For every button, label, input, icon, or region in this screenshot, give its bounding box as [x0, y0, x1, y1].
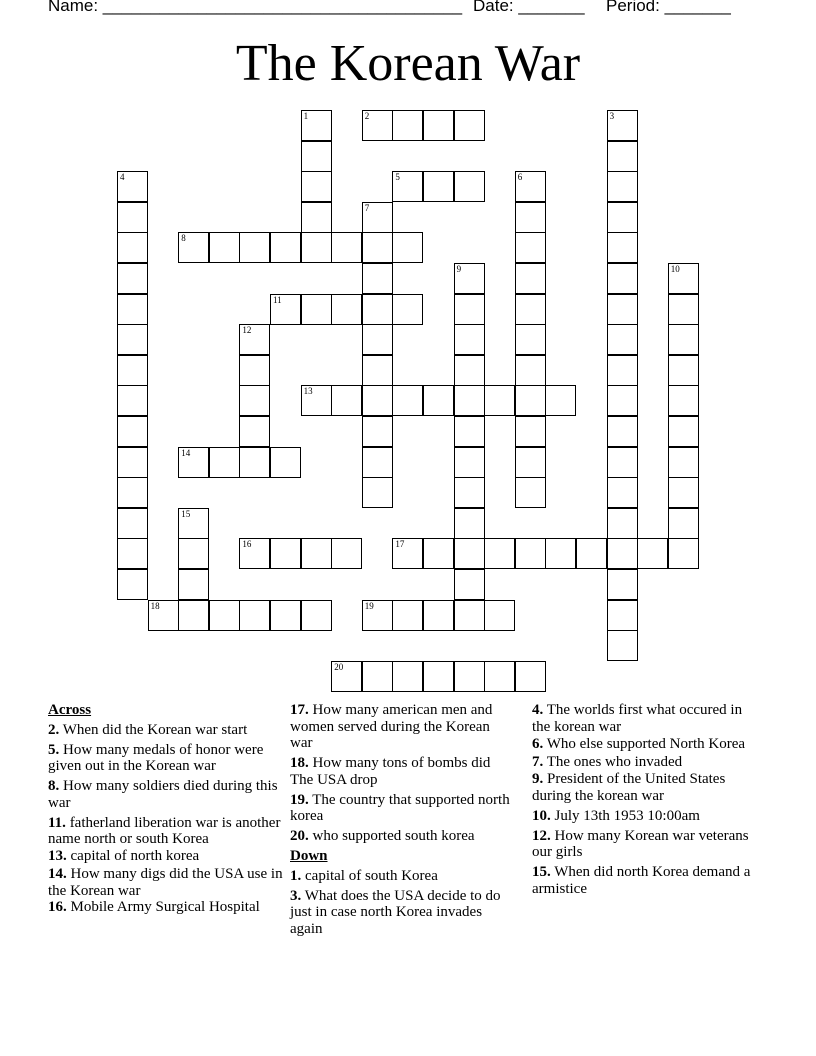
crossword-cell[interactable] [515, 447, 546, 478]
crossword-cell[interactable] [178, 538, 209, 569]
clue-text: When did the Korean war start [62, 721, 248, 738]
crossword-cell[interactable] [239, 538, 270, 569]
crossword-cell[interactable] [178, 232, 209, 263]
crossword-cell[interactable] [607, 385, 638, 416]
crossword-cell[interactable] [454, 110, 485, 141]
crossword-cell[interactable] [362, 447, 393, 478]
crossword-cell[interactable] [668, 355, 699, 386]
crossword-cell[interactable] [668, 385, 699, 416]
crossword-cell[interactable] [362, 202, 393, 233]
cell-number: 6 [517, 172, 523, 183]
clue-down-4 [532, 702, 754, 735]
date-field-label[interactable]: Date: _______ [473, 0, 585, 15]
clue-text: capital of south Korea [305, 867, 438, 884]
clue-across-19 [290, 792, 512, 825]
clue-number: 4. [532, 702, 544, 718]
crossword-cell[interactable] [117, 385, 148, 416]
clue-number: 17. [290, 702, 309, 718]
clue-number: 20. [290, 828, 309, 844]
crossword-cell[interactable] [392, 385, 423, 416]
crossword-cell[interactable] [301, 294, 332, 325]
crossword-cell[interactable] [545, 385, 576, 416]
across-heading: Across [48, 702, 92, 718]
crossword-cell[interactable] [607, 294, 638, 325]
crossword-cell[interactable] [454, 355, 485, 386]
crossword-cell[interactable] [607, 263, 638, 294]
crossword-cell[interactable] [362, 385, 393, 416]
crossword-cell[interactable] [148, 600, 179, 631]
cell-number: 18 [150, 600, 160, 611]
crossword-cell[interactable] [301, 141, 332, 172]
crossword-cell[interactable] [239, 447, 270, 478]
clue-text: capital of north korea [70, 847, 200, 864]
clue-number: 14. [48, 866, 67, 882]
crossword-cell[interactable] [484, 661, 515, 692]
crossword-cell[interactable] [668, 324, 699, 355]
cell-number: 9 [456, 264, 462, 274]
crossword-cell[interactable] [607, 141, 638, 172]
crossword-cell[interactable] [668, 508, 699, 539]
crossword-cell[interactable] [576, 538, 607, 569]
crossword-cell[interactable] [423, 538, 454, 569]
crossword-cell[interactable] [239, 355, 270, 386]
clue-down-10 [532, 808, 754, 825]
clue-across-17 [290, 702, 512, 752]
clue-down-6 [532, 736, 754, 753]
crossword-cell[interactable] [362, 294, 393, 325]
cell-number: 4 [120, 172, 125, 183]
clue-text: who supported south korea [312, 828, 475, 844]
crossword-cell[interactable] [392, 110, 423, 141]
crossword-cell[interactable] [454, 416, 485, 447]
clue-across-18 [290, 755, 512, 788]
crossword-cell[interactable] [239, 232, 270, 263]
crossword-cell[interactable] [454, 447, 485, 478]
clue-text: President of the United States during the korean war [532, 771, 726, 804]
cell-number: 3 [609, 111, 615, 121]
crossword-cell[interactable] [270, 538, 301, 569]
crossword-cell[interactable] [178, 600, 209, 631]
clue-number: 8. [48, 778, 60, 794]
crossword-cell[interactable] [515, 232, 546, 263]
clue-across-11 [48, 815, 284, 848]
crossword-cell[interactable] [117, 508, 148, 539]
clue-number: 10. [532, 807, 551, 824]
crossword-cell[interactable] [362, 324, 393, 355]
clue-number: 9. [532, 771, 544, 787]
cell-number: 2 [364, 111, 370, 121]
clue-across-5 [48, 742, 284, 775]
clue-text: How many Korean war veterans our girls [532, 827, 749, 860]
clue-text: How many digs did the USA use in the Korean war [48, 866, 283, 899]
clue-down-15 [532, 864, 754, 897]
crossword-cell[interactable] [178, 508, 209, 539]
crossword-cell[interactable] [270, 294, 301, 325]
crossword-cell[interactable] [178, 447, 209, 478]
crossword-cell[interactable] [454, 508, 485, 539]
crossword-cell[interactable] [668, 263, 699, 294]
crossword-cell[interactable] [392, 294, 423, 325]
crossword-cell[interactable] [454, 263, 485, 294]
clue-across-20 [290, 828, 512, 845]
crossword-cell[interactable] [392, 171, 423, 202]
cell-number: 8 [181, 233, 186, 244]
clue-across-16 [48, 899, 284, 916]
crossword-cell[interactable] [668, 538, 699, 569]
clue-number: 5. [48, 741, 60, 758]
clue-number: 12. [532, 827, 551, 844]
crossword-cell[interactable] [607, 171, 638, 202]
crossword-cell[interactable] [454, 294, 485, 325]
cell-number: 5 [395, 172, 400, 183]
crossword-cell[interactable] [392, 232, 423, 263]
clue-text: Who else supported North Korea [546, 736, 746, 752]
clue-number: 11. [48, 814, 66, 831]
crossword-cell[interactable] [301, 232, 332, 263]
crossword-cell[interactable] [362, 232, 393, 263]
clue-down-7 [532, 754, 754, 771]
clue-number: 13. [48, 847, 67, 864]
cell-number: 14 [181, 447, 191, 458]
cell-number: 10 [670, 264, 680, 274]
crossword-cell[interactable] [117, 324, 148, 355]
crossword-cell[interactable] [454, 385, 485, 416]
crossword-cell[interactable] [484, 538, 515, 569]
crossword-cell[interactable] [392, 538, 423, 569]
clue-across-2 [48, 722, 284, 739]
cell-number: 1 [303, 111, 309, 121]
clue-text: July 13th 1953 10:00am [554, 807, 700, 824]
clue-down-9 [532, 771, 754, 804]
clue-number: 15. [532, 864, 551, 880]
crossword-cell[interactable] [270, 447, 301, 478]
crossword-cell[interactable] [362, 355, 393, 386]
clue-down-12 [532, 828, 754, 861]
clue-across-8 [48, 778, 284, 811]
crossword-cell[interactable] [668, 447, 699, 478]
crossword-cell[interactable] [209, 447, 240, 478]
crossword-cell[interactable] [423, 171, 454, 202]
cell-number: 12 [242, 325, 252, 336]
crossword-cell[interactable] [515, 538, 546, 569]
crossword-cell[interactable] [362, 477, 393, 508]
clue-down-1 [290, 868, 512, 885]
crossword-cell[interactable] [301, 202, 332, 233]
crossword-cell[interactable] [423, 385, 454, 416]
clue-number: 19. [290, 791, 309, 808]
crossword-cell[interactable] [331, 385, 362, 416]
crossword-cell[interactable] [607, 355, 638, 386]
clue-across-14 [48, 866, 284, 899]
crossword-cell[interactable] [301, 110, 332, 141]
clue-text: Mobile Army Surgical Hospital [70, 899, 260, 915]
crossword-cell[interactable] [607, 600, 638, 631]
crossword-cell[interactable] [515, 355, 546, 386]
crossword-cell[interactable] [515, 477, 546, 508]
clue-text: The worlds first what occured in the korean war [532, 702, 743, 735]
crossword-cell[interactable] [454, 569, 485, 600]
period-field-label[interactable]: Period: _______ [606, 0, 731, 15]
clue-number: 3. [290, 887, 302, 904]
crossword-cell[interactable] [209, 232, 240, 263]
crossword-cell[interactable] [362, 110, 393, 141]
crossword-cell[interactable] [331, 232, 362, 263]
crossword-cell[interactable] [117, 202, 148, 233]
crossword-cell[interactable] [454, 324, 485, 355]
clue-text: How many american men and women served during the Korean war [290, 702, 493, 751]
clue-text: The ones who invaded [546, 753, 683, 770]
crossword-cell[interactable] [117, 477, 148, 508]
crossword-cell[interactable] [392, 661, 423, 692]
crossword-cell[interactable] [637, 538, 668, 569]
clue-number: 1. [290, 867, 302, 884]
crossword-cell[interactable] [515, 324, 546, 355]
clue-text: The country that supported north korea [290, 791, 510, 824]
cell-number: 15 [181, 508, 191, 519]
crossword-cell[interactable] [484, 385, 515, 416]
crossword-cell[interactable] [484, 600, 515, 631]
crossword-cell[interactable] [515, 202, 546, 233]
crossword-cell[interactable] [668, 477, 699, 508]
crossword-cell[interactable] [423, 661, 454, 692]
clue-text: fatherland liberation war is another name north or south Korea [48, 814, 281, 847]
crossword-cell[interactable] [117, 447, 148, 478]
crossword-cell[interactable] [607, 416, 638, 447]
crossword-cell[interactable] [607, 110, 638, 141]
clue-column-1 [48, 702, 284, 919]
crossword-cell[interactable] [301, 538, 332, 569]
crossword-cell[interactable] [454, 600, 485, 631]
crossword-cell[interactable] [607, 569, 638, 600]
crossword-cell[interactable] [362, 263, 393, 294]
crossword-cell[interactable] [117, 416, 148, 447]
cell-number: 19 [364, 600, 374, 611]
crossword-cell[interactable] [515, 385, 546, 416]
crossword-cell[interactable] [362, 416, 393, 447]
cell-number: 17 [395, 539, 405, 550]
crossword-cell[interactable] [454, 661, 485, 692]
name-field-label[interactable]: Name: ______________________________________ [48, 0, 463, 15]
clue-number: 7. [532, 753, 544, 770]
crossword-cell[interactable] [239, 324, 270, 355]
crossword-cell[interactable] [117, 355, 148, 386]
crossword-cell[interactable] [668, 294, 699, 325]
crossword-cell[interactable] [331, 294, 362, 325]
crossword-cell[interactable] [515, 263, 546, 294]
clue-column-2 [290, 702, 512, 941]
crossword-cell[interactable] [117, 538, 148, 569]
crossword-cell[interactable] [607, 538, 638, 569]
cell-number: 13 [303, 386, 313, 397]
crossword-cell[interactable] [515, 416, 546, 447]
crossword-cell[interactable] [331, 538, 362, 569]
crossword-cell[interactable] [607, 508, 638, 539]
crossword-cell[interactable] [270, 600, 301, 631]
clue-number: 18. [290, 755, 309, 771]
crossword-cell[interactable] [423, 600, 454, 631]
crossword-cell[interactable] [392, 600, 423, 631]
crossword-cell[interactable] [239, 385, 270, 416]
crossword-cell[interactable] [239, 600, 270, 631]
crossword-cell[interactable] [117, 232, 148, 263]
clue-text: What does the USA decide to do just in case north Korea invades again [290, 887, 501, 937]
crossword-cell[interactable] [117, 171, 148, 202]
crossword-cell[interactable] [607, 447, 638, 478]
clue-number: 2. [48, 721, 60, 738]
crossword-cell[interactable] [270, 232, 301, 263]
clue-number: 16. [48, 899, 67, 915]
crossword-cell[interactable] [607, 324, 638, 355]
clue-number: 6. [532, 736, 544, 752]
crossword-cell[interactable] [607, 232, 638, 263]
crossword-cell[interactable] [454, 477, 485, 508]
crossword-cell[interactable] [515, 294, 546, 325]
crossword-cell[interactable] [209, 600, 240, 631]
crossword-cell[interactable] [117, 294, 148, 325]
clue-text: How many soldiers died during this war [48, 778, 278, 811]
crossword-cell[interactable] [117, 569, 148, 600]
cell-number: 20 [334, 661, 344, 672]
crossword-cell[interactable] [362, 661, 393, 692]
crossword-cell[interactable] [515, 171, 546, 202]
crossword-cell[interactable] [331, 661, 362, 692]
cell-number: 11 [273, 294, 282, 305]
crossword-cell[interactable] [607, 630, 638, 661]
crossword-cell[interactable] [454, 171, 485, 202]
clue-text: How many tons of bombs did The USA drop [290, 755, 491, 788]
crossword-cell[interactable] [545, 538, 576, 569]
crossword-cell[interactable] [301, 171, 332, 202]
crossword-cell[interactable] [454, 538, 485, 569]
crossword-cell[interactable] [178, 569, 209, 600]
crossword-cell[interactable] [301, 385, 332, 416]
crossword-cell[interactable] [362, 600, 393, 631]
down-heading: Down [290, 848, 328, 864]
crossword-cell[interactable] [117, 263, 148, 294]
crossword-cell[interactable] [607, 477, 638, 508]
crossword-cell[interactable] [607, 202, 638, 233]
clue-across-13 [48, 848, 284, 865]
clue-column-3 [532, 702, 754, 901]
crossword-cell[interactable] [668, 416, 699, 447]
crossword-cell[interactable] [301, 600, 332, 631]
clue-text: How many medals of honor were given out in the Korean war [48, 741, 264, 774]
clue-text: When did north Korea demand a armistice [532, 864, 751, 897]
crossword-cell[interactable] [239, 416, 270, 447]
cell-number: 16 [242, 539, 252, 550]
page-title: The Korean War [235, 35, 581, 92]
cell-number: 7 [364, 202, 370, 213]
crossword-cell[interactable] [423, 110, 454, 141]
clue-down-3 [290, 888, 512, 938]
crossword-cell[interactable] [515, 661, 546, 692]
